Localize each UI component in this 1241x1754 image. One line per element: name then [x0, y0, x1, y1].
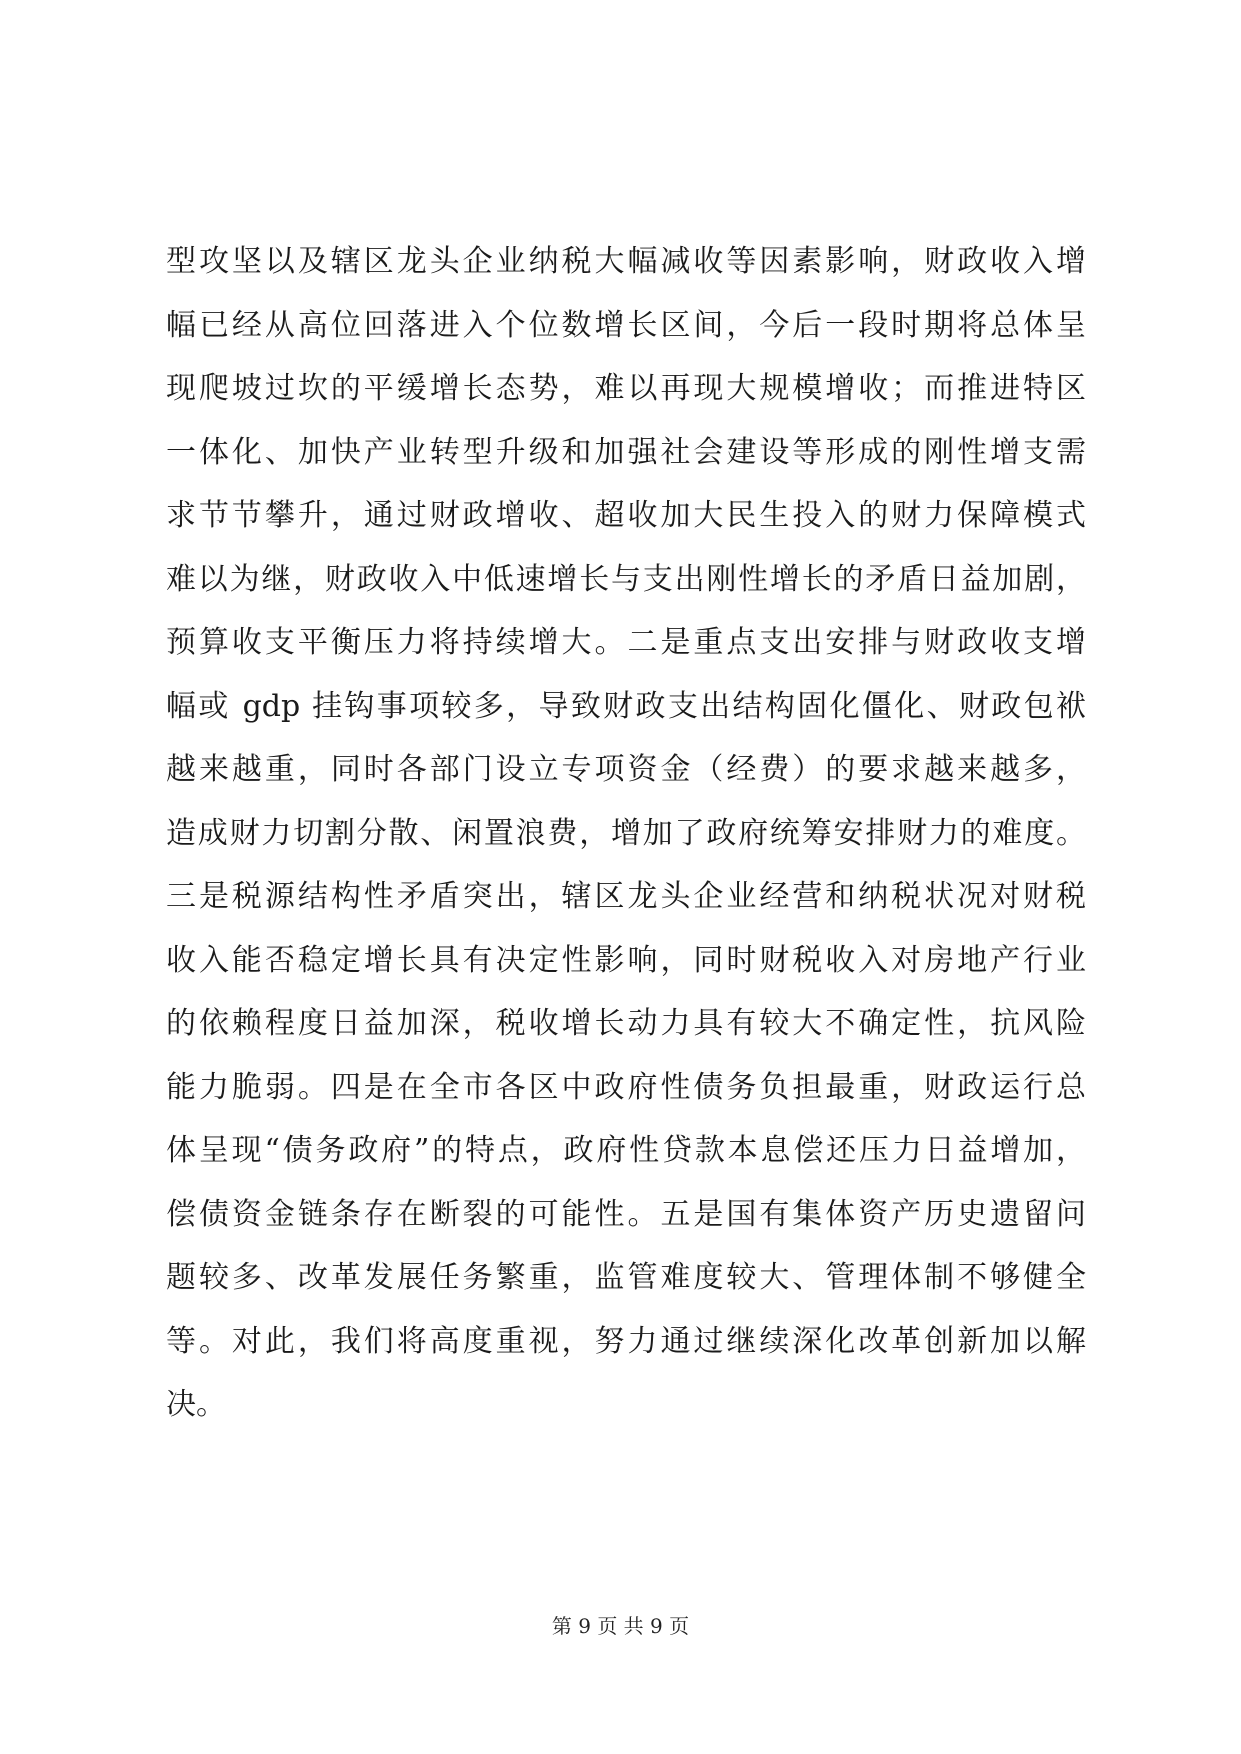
text-line: 等。对此，我们将高度重视，努力通过继续深化改革创新加以解 [166, 1323, 1086, 1359]
text-line: 求节节攀升，通过财政增收、超收加大民生投入的财力保障模式 [166, 498, 1086, 533]
text-line: 决。 [166, 1387, 226, 1422]
text-line: 偿债资金链条存在断裂的可能性。五是国有集体资产历史遗留问 [166, 1196, 1086, 1232]
text-line: 幅已经从高位回落进入个位数增长区间，今后一段时期将总体呈 [166, 307, 1086, 343]
text-line: 幅或 gdp 挂钩事项较多，导致财政支出结构固化僵化、财政包袱 [166, 688, 1086, 724]
text-line: 造成财力切割分散、闲置浪费，增加了政府统筹安排财力的难度。 [166, 815, 1086, 851]
text-line: 一体化、加快产业转型升级和加强社会建设等形成的刚性增支需 [166, 434, 1086, 470]
text-line: 越来越重，同时各部门设立专项资金（经费）的要求越来越多， [166, 752, 1086, 787]
body-paragraph [166, 230, 1086, 1437]
text-line: 题较多、改革发展任务繁重，监管难度较大、管理体制不够健全 [166, 1260, 1086, 1295]
text-line: 能力脆弱。四是在全市各区中政府性债务负担最重，财政运行总 [166, 1069, 1086, 1105]
text-line: 型攻坚以及辖区龙头企业纳税大幅减收等因素影响，财政收入增 [166, 244, 1086, 279]
text-line: 难以为继，财政收入中低速增长与支出刚性增长的矛盾日益加剧， [166, 561, 1086, 597]
text-line: 现爬坡过坎的平缓增长态势，难以再现大规模增收；而推进特区 [166, 371, 1086, 406]
text-line: 体呈现“债务政府”的特点，政府性贷款本息偿还压力日益增加， [166, 1133, 1086, 1168]
text-line: 预算收支平衡压力将持续增大。二是重点支出安排与财政收支增 [166, 625, 1086, 660]
page-number-footer: 第 9 页 共 9 页 [551, 1614, 690, 1638]
text-line: 的依赖程度日益加深，税收增长动力具有较大不确定性，抗风险 [166, 1006, 1086, 1041]
text-line: 收入能否稳定增长具有决定性影响，同时财税收入对房地产行业 [166, 942, 1086, 978]
text-line: 三是税源结构性矛盾突出，辖区龙头企业经营和纳税状况对财税 [166, 879, 1086, 914]
